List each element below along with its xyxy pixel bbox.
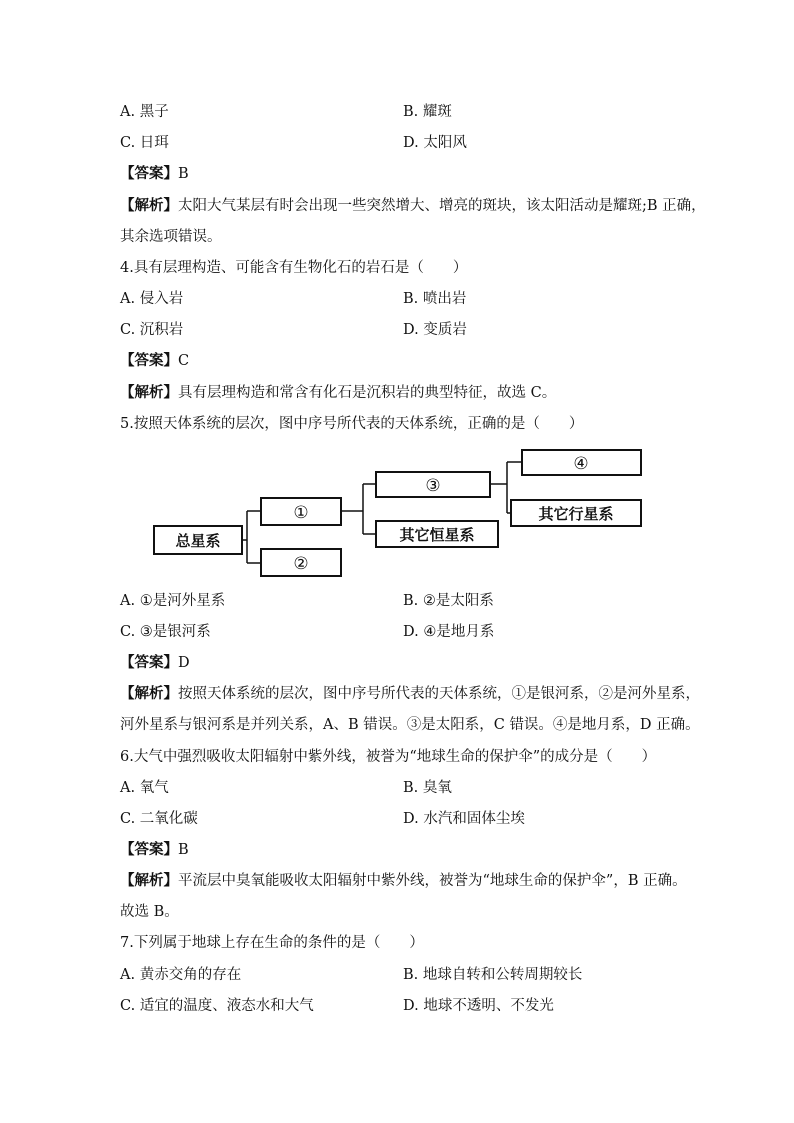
q6-analysis-line-2: 故选 B。: [120, 904, 179, 920]
q6-analysis-line-1: [120, 871, 687, 891]
analysis-text: 具有层理构造和常含有化石是沉积岩的典型特征，故选 C。: [178, 385, 557, 401]
celestial-system-diagram: [150, 445, 650, 585]
answer-value: B: [178, 166, 189, 182]
other-planets-label: 其它行星系: [538, 505, 614, 523]
answer-tag: 【答案】: [120, 165, 178, 182]
other-stars-label: 其它恒星系: [399, 526, 475, 544]
q4-answer: [120, 351, 189, 371]
answer-tag: 【答案】: [120, 654, 178, 671]
q6-option-a: A. 氧气: [120, 780, 169, 796]
box-3-label: ③: [425, 476, 441, 496]
q3-analysis-line-2: 其余选项错误。: [120, 229, 222, 245]
q4-option-b: B. 喷出岩: [403, 291, 467, 307]
q6-stem: 6.大气中强烈吸收太阳辐射中紫外线，被誉为“地球生命的保护伞”的成分是（ ）: [120, 749, 657, 765]
q7-option-d: D. 地球不透明、不发光: [403, 998, 554, 1014]
q3-answer: [120, 164, 189, 184]
q3-option-a: A. 黑子: [120, 104, 169, 120]
q7-stem: 7.下列属于地球上存在生命的条件的是（ ）: [120, 935, 424, 951]
box-4-label: ④: [573, 454, 589, 474]
q5-option-b: B. ②是太阳系: [403, 593, 494, 609]
analysis-tag: 【解析】: [120, 384, 178, 401]
answer-value: C: [178, 353, 190, 369]
analysis-text: 平流层中臭氧能吸收太阳辐射中紫外线，被誉为“地球生命的保护伞”，B 正确。: [178, 873, 687, 889]
q7-option-b: B. 地球自转和公转周期较长: [403, 967, 583, 983]
q6-option-c: C. 二氧化碳: [120, 811, 198, 827]
answer-tag: 【答案】: [120, 841, 178, 858]
q5-option-a: A. ①是河外星系: [120, 593, 226, 609]
q3-option-c: C. 日珥: [120, 135, 169, 151]
q6-option-b: B. 臭氧: [403, 780, 452, 796]
q3-option-b: B. 耀斑: [403, 104, 452, 120]
q5-answer: [120, 653, 190, 673]
q4-option-c: C. 沉积岩: [120, 322, 184, 338]
q5-option-d: D. ④是地月系: [403, 624, 495, 640]
q3-option-d: D. 太阳风: [403, 135, 467, 151]
analysis-tag: 【解析】: [120, 872, 178, 889]
q7-option-a: A. 黄赤交角的存在: [120, 967, 242, 983]
analysis-text: 太阳大气某层有时会出现一些突然增大、增亮的斑块，该太阳活动是耀斑;B 正确，: [178, 198, 706, 214]
q3-analysis-line-1: [120, 196, 706, 216]
q5-analysis-line-1: [120, 684, 700, 704]
answer-value: D: [178, 655, 190, 671]
analysis-text: 按照天体系统的层次，图中序号所代表的天体系统，①是银河系，②是河外星系，: [178, 686, 700, 702]
box-1-label: ①: [293, 503, 309, 523]
answer-value: B: [178, 842, 189, 858]
q6-answer: [120, 840, 189, 860]
answer-tag: 【答案】: [120, 352, 178, 369]
q7-option-c: C. 适宜的温度、液态水和大气: [120, 998, 314, 1014]
q4-analysis-line-1: [120, 383, 556, 403]
q5-analysis-line-2: 河外星系与银河系是并列关系，A、B 错误。③是太阳系，C 错误。④是地月系，D 正确。: [120, 717, 700, 733]
q5-stem: 5.按照天体系统的层次，图中序号所代表的天体系统，正确的是（ ）: [120, 416, 584, 432]
q4-option-a: A. 侵入岩: [120, 291, 184, 307]
box-2-label: ②: [293, 554, 309, 574]
q4-option-d: D. 变质岩: [403, 322, 467, 338]
q6-option-d: D. 水汽和固体尘埃: [403, 811, 525, 827]
root-label: 总星系: [175, 532, 221, 550]
analysis-tag: 【解析】: [120, 197, 178, 214]
analysis-tag: 【解析】: [120, 685, 178, 702]
q4-stem: 4.具有层理构造、可能含有生物化石的岩石是（ ）: [120, 260, 468, 276]
q5-option-c: C. ③是银河系: [120, 624, 211, 640]
